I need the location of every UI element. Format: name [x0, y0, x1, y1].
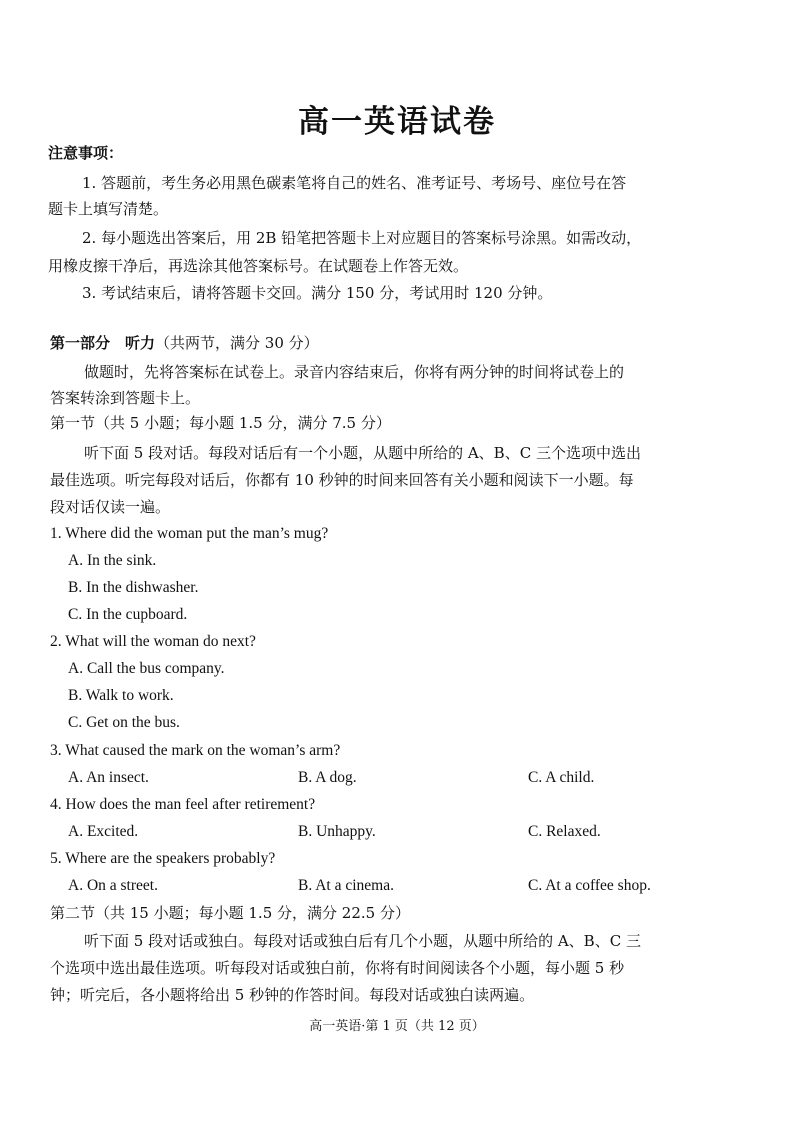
question-1-option-c: C. In the cupboard. — [68, 606, 188, 623]
section1-intro-line-3: 段对话仅读一遍。 — [50, 498, 171, 516]
section2-intro-line-2: 个选项中选出最佳选项。听每段对话或独白前，你将有时间阅读各个小题，每小题 5 秒 — [50, 959, 625, 977]
part1-intro-line-2: 答案转涂到答题卡上。 — [50, 389, 201, 407]
question-2-option-c: C. Get on the bus. — [68, 714, 180, 731]
question-1-option-a: A. In the sink. — [68, 552, 157, 569]
question-3-option-a: A. An insect. — [68, 769, 149, 786]
question-4-option-a: A. Excited. — [68, 823, 139, 840]
section2-intro-line-1: 听下面 5 段对话或独白。每段对话或独白后有几个小题，从题中所给的 A、B、C 三 — [84, 932, 641, 950]
section1-heading: 第一节（共 5 小题；每小题 1.5 分，满分 7.5 分） — [50, 414, 391, 432]
page-footer: 高一英语·第 1 页（共 12 页） — [309, 1019, 485, 1034]
question-5-option-a: A. On a street. — [68, 877, 158, 894]
notice-heading: 注意事项： — [48, 144, 124, 162]
question-2-option-b: B. Walk to work. — [68, 687, 174, 704]
question-3-option-c: C. A child. — [528, 769, 595, 786]
question-4-option-c: C. Relaxed. — [528, 823, 601, 840]
question-3-option-b: B. A dog. — [298, 769, 357, 786]
section1-intro-line-2: 最佳选项。听完每段对话后，你都有 10 秒钟的时间来回答有关小题和阅读下一小题。每 — [50, 471, 634, 489]
section2-intro-line-3: 钟；听完后，各小题将给出 5 秒钟的作答时间。每段对话或独白读两遍。 — [50, 986, 535, 1004]
question-3: 3. What caused the mark on the woman’s arm? — [50, 742, 341, 759]
question-2: 2. What will the woman do next? — [50, 633, 256, 650]
question-1: 1. Where did the woman put the man’s mug? — [50, 525, 329, 542]
question-2-option-a: A. Call the bus company. — [68, 660, 225, 677]
notice-item-1-line-2: 题卡上填写清楚。 — [48, 200, 169, 218]
part1-heading — [50, 333, 319, 353]
question-1-option-b: B. In the dishwasher. — [68, 579, 199, 596]
section2-heading: 第二节（共 15 小题；每小题 1.5 分，满分 22.5 分） — [50, 904, 410, 922]
section1-intro-line-1: 听下面 5 段对话。每段对话后有一个小题，从题中所给的 A、B、C 三个选项中选出 — [84, 444, 641, 462]
question-4-option-b: B. Unhappy. — [298, 823, 376, 840]
question-5: 5. Where are the speakers probably? — [50, 850, 276, 867]
question-5-option-c: C. At a coffee shop. — [528, 877, 651, 894]
notice-item-1-line-1: 1. 答题前，考生务必用黑色碳素笔将自己的姓名、准考证号、考场号、座位号在答 — [82, 174, 627, 192]
notice-item-2-line-2: 用橡皮擦干净后，再选涂其他答案标号。在试题卷上作答无效。 — [48, 257, 469, 275]
part1-heading-rest: （共两节，满分 30 分） — [155, 334, 319, 352]
notice-item-2-line-1: 2. 每小题选出答案后，用 2B 铅笔把答题卡上对应题目的答案标号涂黑。如需改动， — [82, 229, 642, 247]
question-4: 4. How does the man feel after retirement? — [50, 796, 316, 813]
notice-item-3: 3. 考试结束后，请将答题卡交回。满分 150 分，考试用时 120 分钟。 — [82, 284, 553, 302]
part1-intro-line-1: 做题时，先将答案标在试卷上。录音内容结束后，你将有两分钟的时间将试卷上的 — [84, 363, 625, 381]
question-5-option-b: B. At a cinema. — [298, 877, 394, 894]
part1-heading-bold: 第一部分 听力 — [50, 334, 156, 352]
exam-title: 高一英语试卷 — [298, 104, 496, 140]
